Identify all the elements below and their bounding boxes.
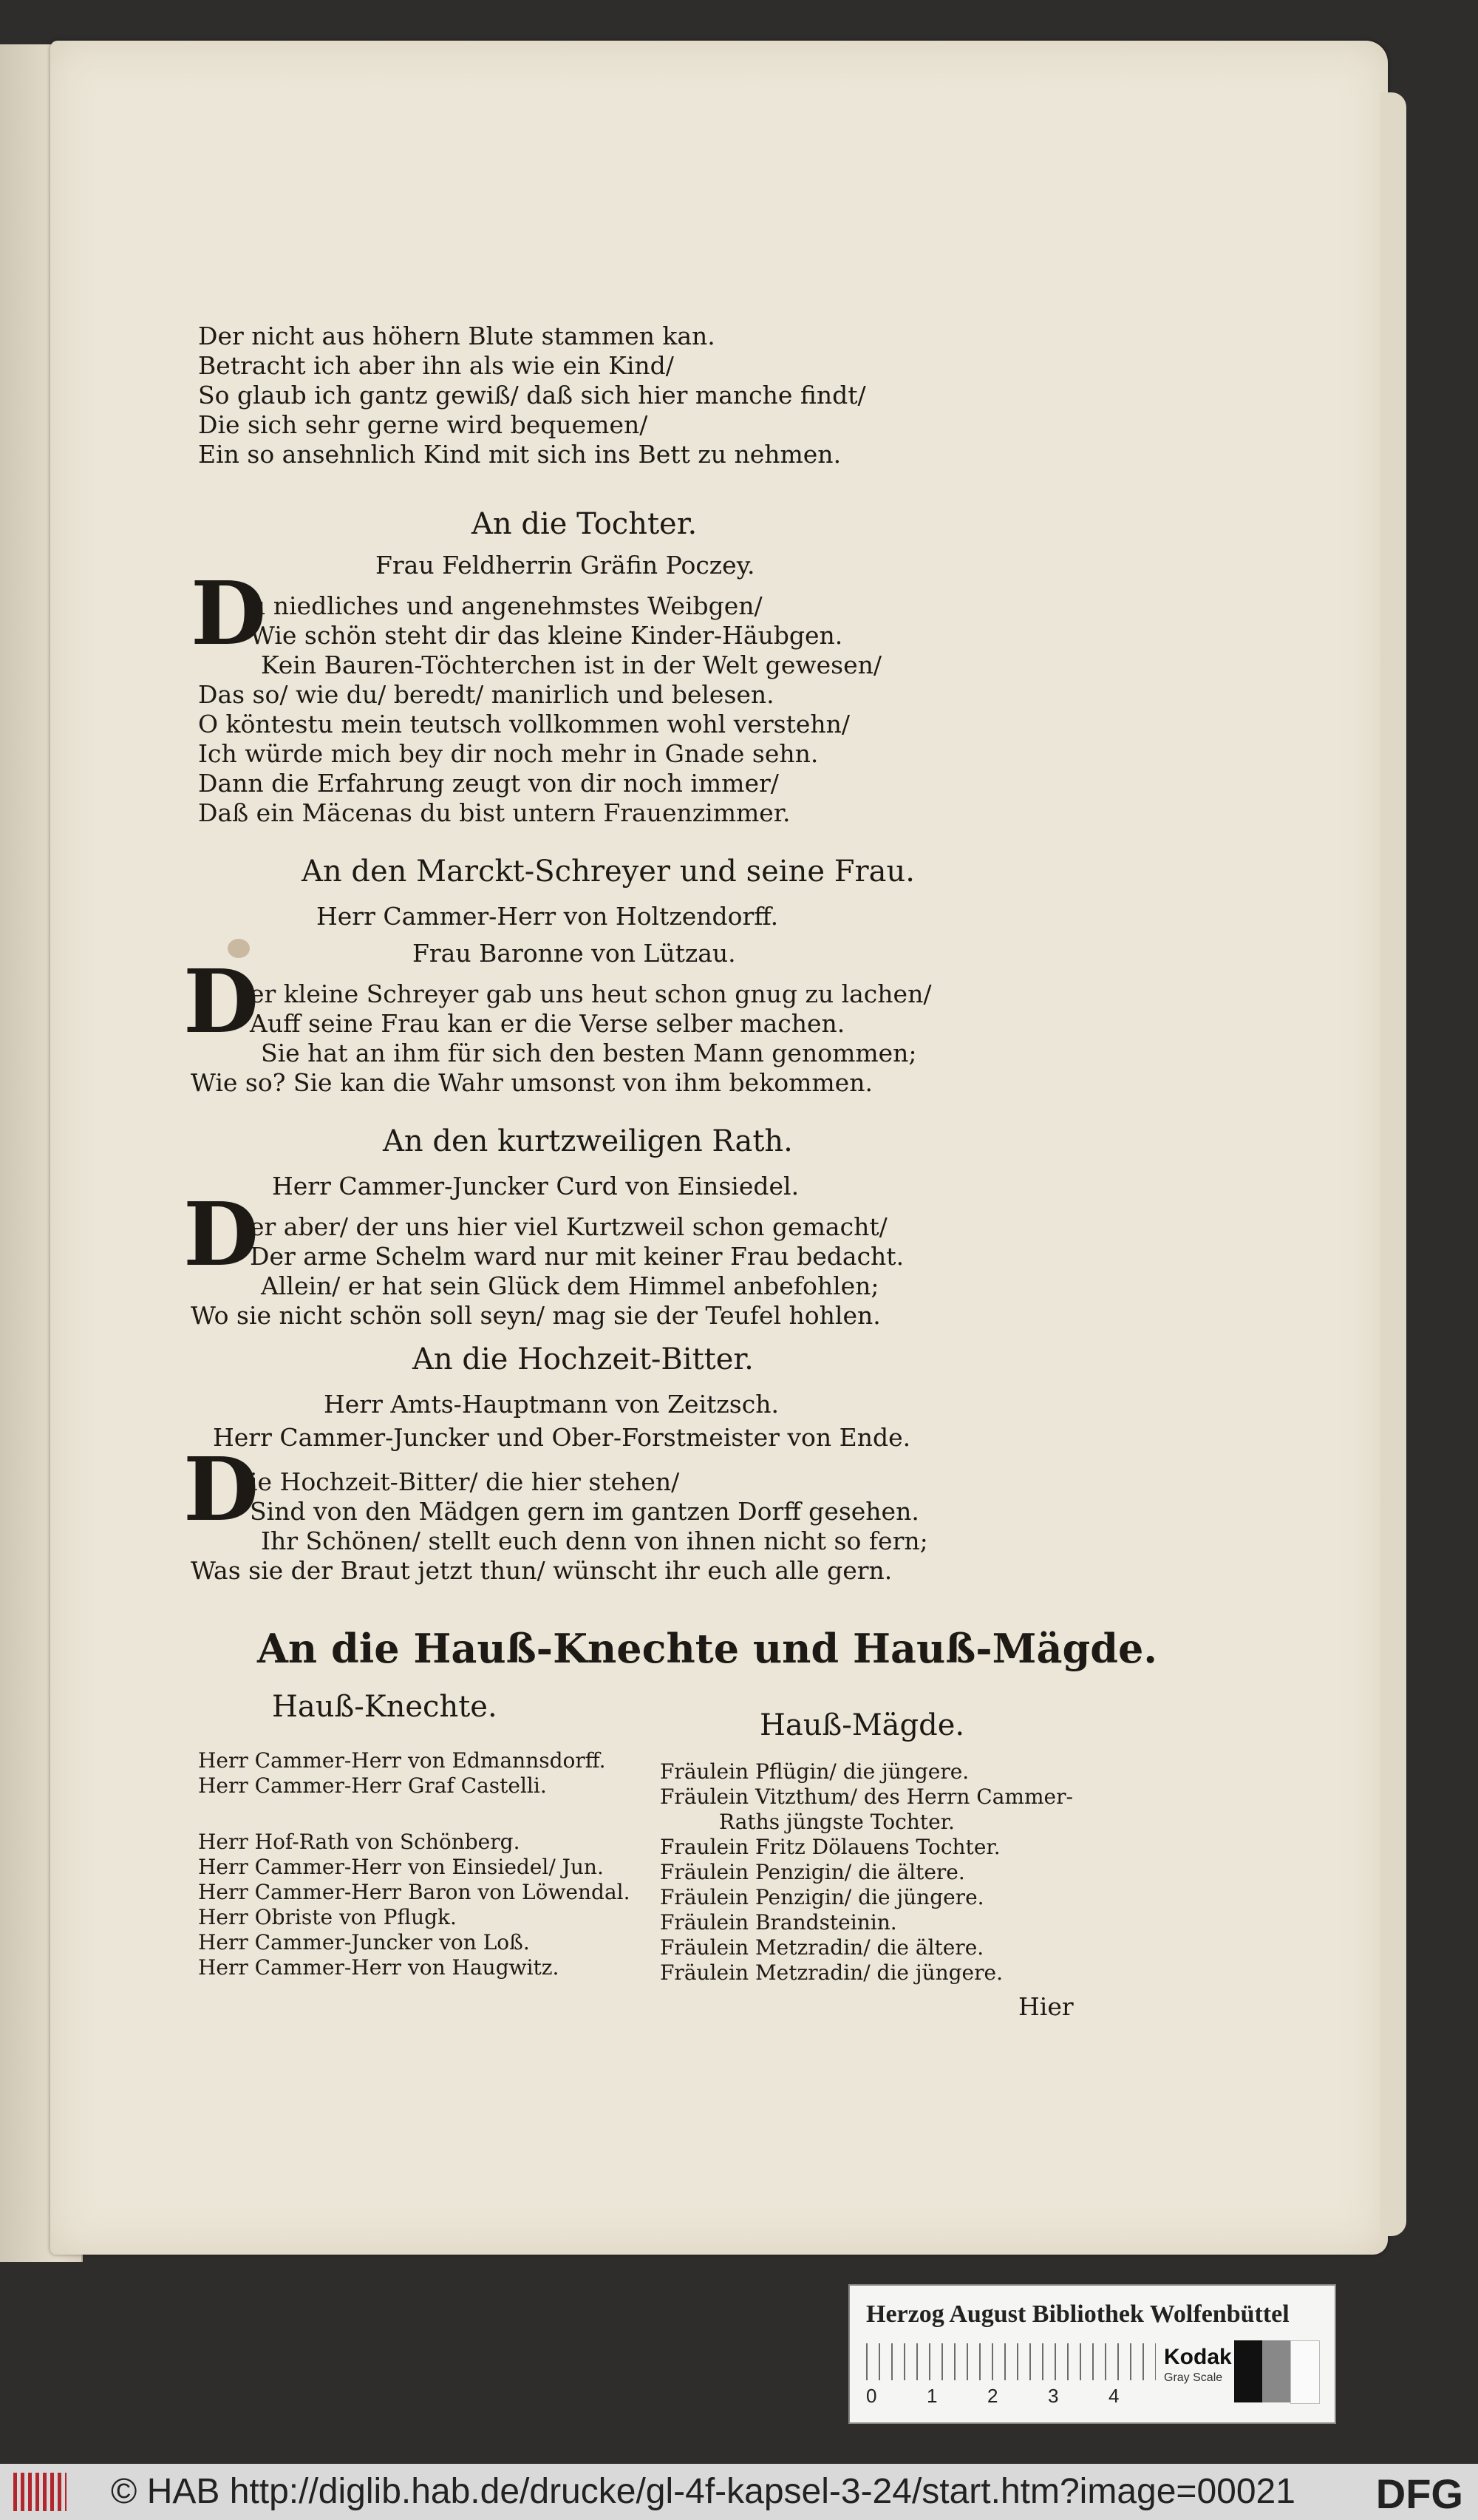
left-column-group [198, 1830, 630, 1980]
verse-line: u niedliches und angenehmstes Weibgen/ [250, 591, 763, 620]
list-item: Fräulein Penzigin/ die jüngere. [660, 1885, 984, 1909]
section-heading: An die Hauß-Knechte und Hauß-Mägde. [257, 1625, 1158, 1672]
verse-line: So glaub ich gantz gewiß/ daß sich hier manche findt/ [198, 381, 866, 410]
footer-bar [0, 2464, 1478, 2520]
verse-line: Die sich sehr gerne wird bequemen/ [198, 410, 648, 439]
scanned-page [50, 41, 1388, 2255]
list-item: Herr Cammer-Herr von Einsiedel/ Jun. [198, 1855, 604, 1879]
section-person: Herr Cammer-Juncker Curd von Einsiedel. [272, 1172, 800, 1200]
verse-line: Ich würde mich bey dir noch mehr in Gnade sehn. [198, 739, 819, 768]
section-verse [191, 1467, 928, 1586]
left-column-group [198, 1748, 606, 1799]
list-item: Raths jüngste Tochter. [719, 1810, 955, 1834]
list-item: Fraulein Fritz Dölauens Tochter. [660, 1835, 1001, 1859]
kodak-logo: Kodak [1164, 2345, 1232, 2369]
ruler-ticks [866, 2343, 1156, 2380]
verse-line: Wie so? Sie kan die Wahr umsonst von ihm bekommen. [191, 1068, 873, 1097]
list-item: Fräulein Metzradin/ die jüngere. [660, 1960, 1003, 1985]
section-verse [198, 591, 882, 828]
section-heading: An den Marckt-Schreyer und seine Frau. [302, 855, 915, 889]
gray-scale-label: Gray Scale [1164, 2371, 1223, 2384]
list-item: Fräulein Metzradin/ die ältere. [660, 1935, 984, 1960]
drop-cap: D [183, 1183, 259, 1286]
list-item: Herr Hof-Rath von Schönberg. [198, 1830, 520, 1854]
gray-swatch-black [1234, 2340, 1262, 2402]
verse-line: Der nicht aus höhern Blute stammen kan. [198, 322, 715, 350]
verse-line: Allein/ er hat sein Glück dem Himmel anbefohlen; [261, 1271, 879, 1300]
ruler-label: 0 [866, 2385, 877, 2407]
drop-cap: D [191, 562, 267, 665]
list-item: Herr Cammer-Herr Baron von Löwendal. [198, 1880, 630, 1904]
verse-line: Der arme Schelm ward nur mit keiner Frau bedacht. [250, 1242, 905, 1271]
section-person: Herr Cammer-Juncker und Ober-Forstmeister von Ende. [213, 1423, 911, 1452]
list-item: Herr Obriste von Pflugk. [198, 1905, 457, 1929]
list-item: Fräulein Brandsteinin. [660, 1910, 897, 1935]
section-person: Frau Baronne von Lützau. [412, 939, 736, 968]
list-item: Herr Cammer-Herr Graf Castelli. [198, 1773, 547, 1798]
section-verse [191, 1212, 904, 1331]
verse-line: Dann die Erfahrung zeugt von dir noch immer/ [198, 769, 779, 798]
hab-barcode-icon [13, 2473, 67, 2511]
verse-line: Ihr Schönen/ stellt euch denn von ihnen nicht so fern; [261, 1526, 928, 1555]
verse-line: Was sie der Braut jetzt thun/ wünscht ihr euch alle gern. [191, 1556, 893, 1585]
section-verse [191, 979, 931, 1098]
footer-link[interactable]: © HAB http://diglib.hab.de/drucke/gl-4f-kapsel-3-24/start.htm?image=00021 [111, 2472, 1295, 2511]
ruler-title: Herzog August Bibliothek Wolfenbüttel [866, 2300, 1290, 2328]
catchword: Hier [1018, 1992, 1074, 2021]
verse-line: Betracht ich aber ihn als wie ein Kind/ [198, 351, 674, 380]
right-column-list [660, 1759, 1073, 1986]
section-heading: An den kurtzweiligen Rath. [383, 1124, 793, 1158]
verse-line: O köntestu mein teutsch vollkommen wohl verstehn/ [198, 710, 851, 738]
calibration-ruler [848, 2284, 1336, 2424]
verse-line: Kein Bauren-Töchterchen ist in der Welt gewesen/ [261, 651, 882, 679]
drop-cap: D [183, 950, 259, 1053]
ruler-label: 2 [987, 2385, 998, 2407]
section-person: Frau Feldherrin Gräfin Poczey. [375, 551, 755, 580]
top-verse [198, 322, 866, 469]
list-item: Fräulein Penzigin/ die ältere. [660, 1860, 965, 1884]
verse-line: Daß ein Mäcenas du bist untern Frauenzimmer. [198, 798, 791, 827]
list-item: Herr Cammer-Herr von Edmannsdorff. [198, 1748, 606, 1773]
ruler-label: 4 [1108, 2385, 1120, 2407]
verse-line: Auff seine Frau kan er die Verse selber machen. [250, 1009, 845, 1038]
verse-line: Wie schön steht dir das kleine Kinder-Häubgen. [250, 621, 843, 650]
verse-line: Sind von den Mädgen gern im gantzen Dorff gesehen. [250, 1497, 919, 1526]
list-item: Fräulein Pflügin/ die jüngere. [660, 1759, 970, 1784]
dfg-logo: DFG [1375, 2470, 1463, 2517]
drop-cap: D [183, 1438, 259, 1541]
section-heading: An die Hochzeit-Bitter. [412, 1342, 754, 1376]
gray-swatch-mid [1262, 2340, 1290, 2402]
column-heading: Hauß-Mägde. [760, 1708, 965, 1742]
gray-swatch-white [1290, 2340, 1320, 2404]
list-item: Herr Cammer-Herr von Haugwitz. [198, 1955, 559, 1980]
column-heading: Hauß-Knechte. [272, 1690, 497, 1724]
verse-line: er kleine Schreyer gab uns heut schon gnug zu lachen/ [250, 979, 932, 1008]
ruler-label: 1 [927, 2385, 938, 2407]
verse-line: ie Hochzeit-Bitter/ die hier stehen/ [250, 1467, 680, 1496]
list-item: Herr Cammer-Juncker von Loß. [198, 1930, 530, 1954]
verse-line: Das so/ wie du/ beredt/ manirlich und belesen. [198, 680, 774, 709]
verse-line: Sie hat an ihm für sich den besten Mann genommen; [261, 1039, 917, 1067]
verse-line: er aber/ der uns hier viel Kurtzweil schon gemacht/ [250, 1212, 888, 1241]
verse-line: Ein so ansehnlich Kind mit sich ins Bett zu nehmen. [198, 440, 842, 469]
ruler-label: 3 [1048, 2385, 1059, 2407]
section-person: Herr Amts-Hauptmann von Zeitzsch. [324, 1390, 779, 1419]
section-heading: An die Tochter. [471, 507, 698, 541]
verse-line: Wo sie nicht schön soll seyn/ mag sie der Teufel hohlen. [191, 1301, 881, 1330]
page-edge [1380, 92, 1406, 2236]
list-item: Fräulein Vitzthum/ des Herrn Cammer- [660, 1784, 1073, 1809]
section-person: Herr Cammer-Herr von Holtzendorff. [316, 902, 779, 931]
